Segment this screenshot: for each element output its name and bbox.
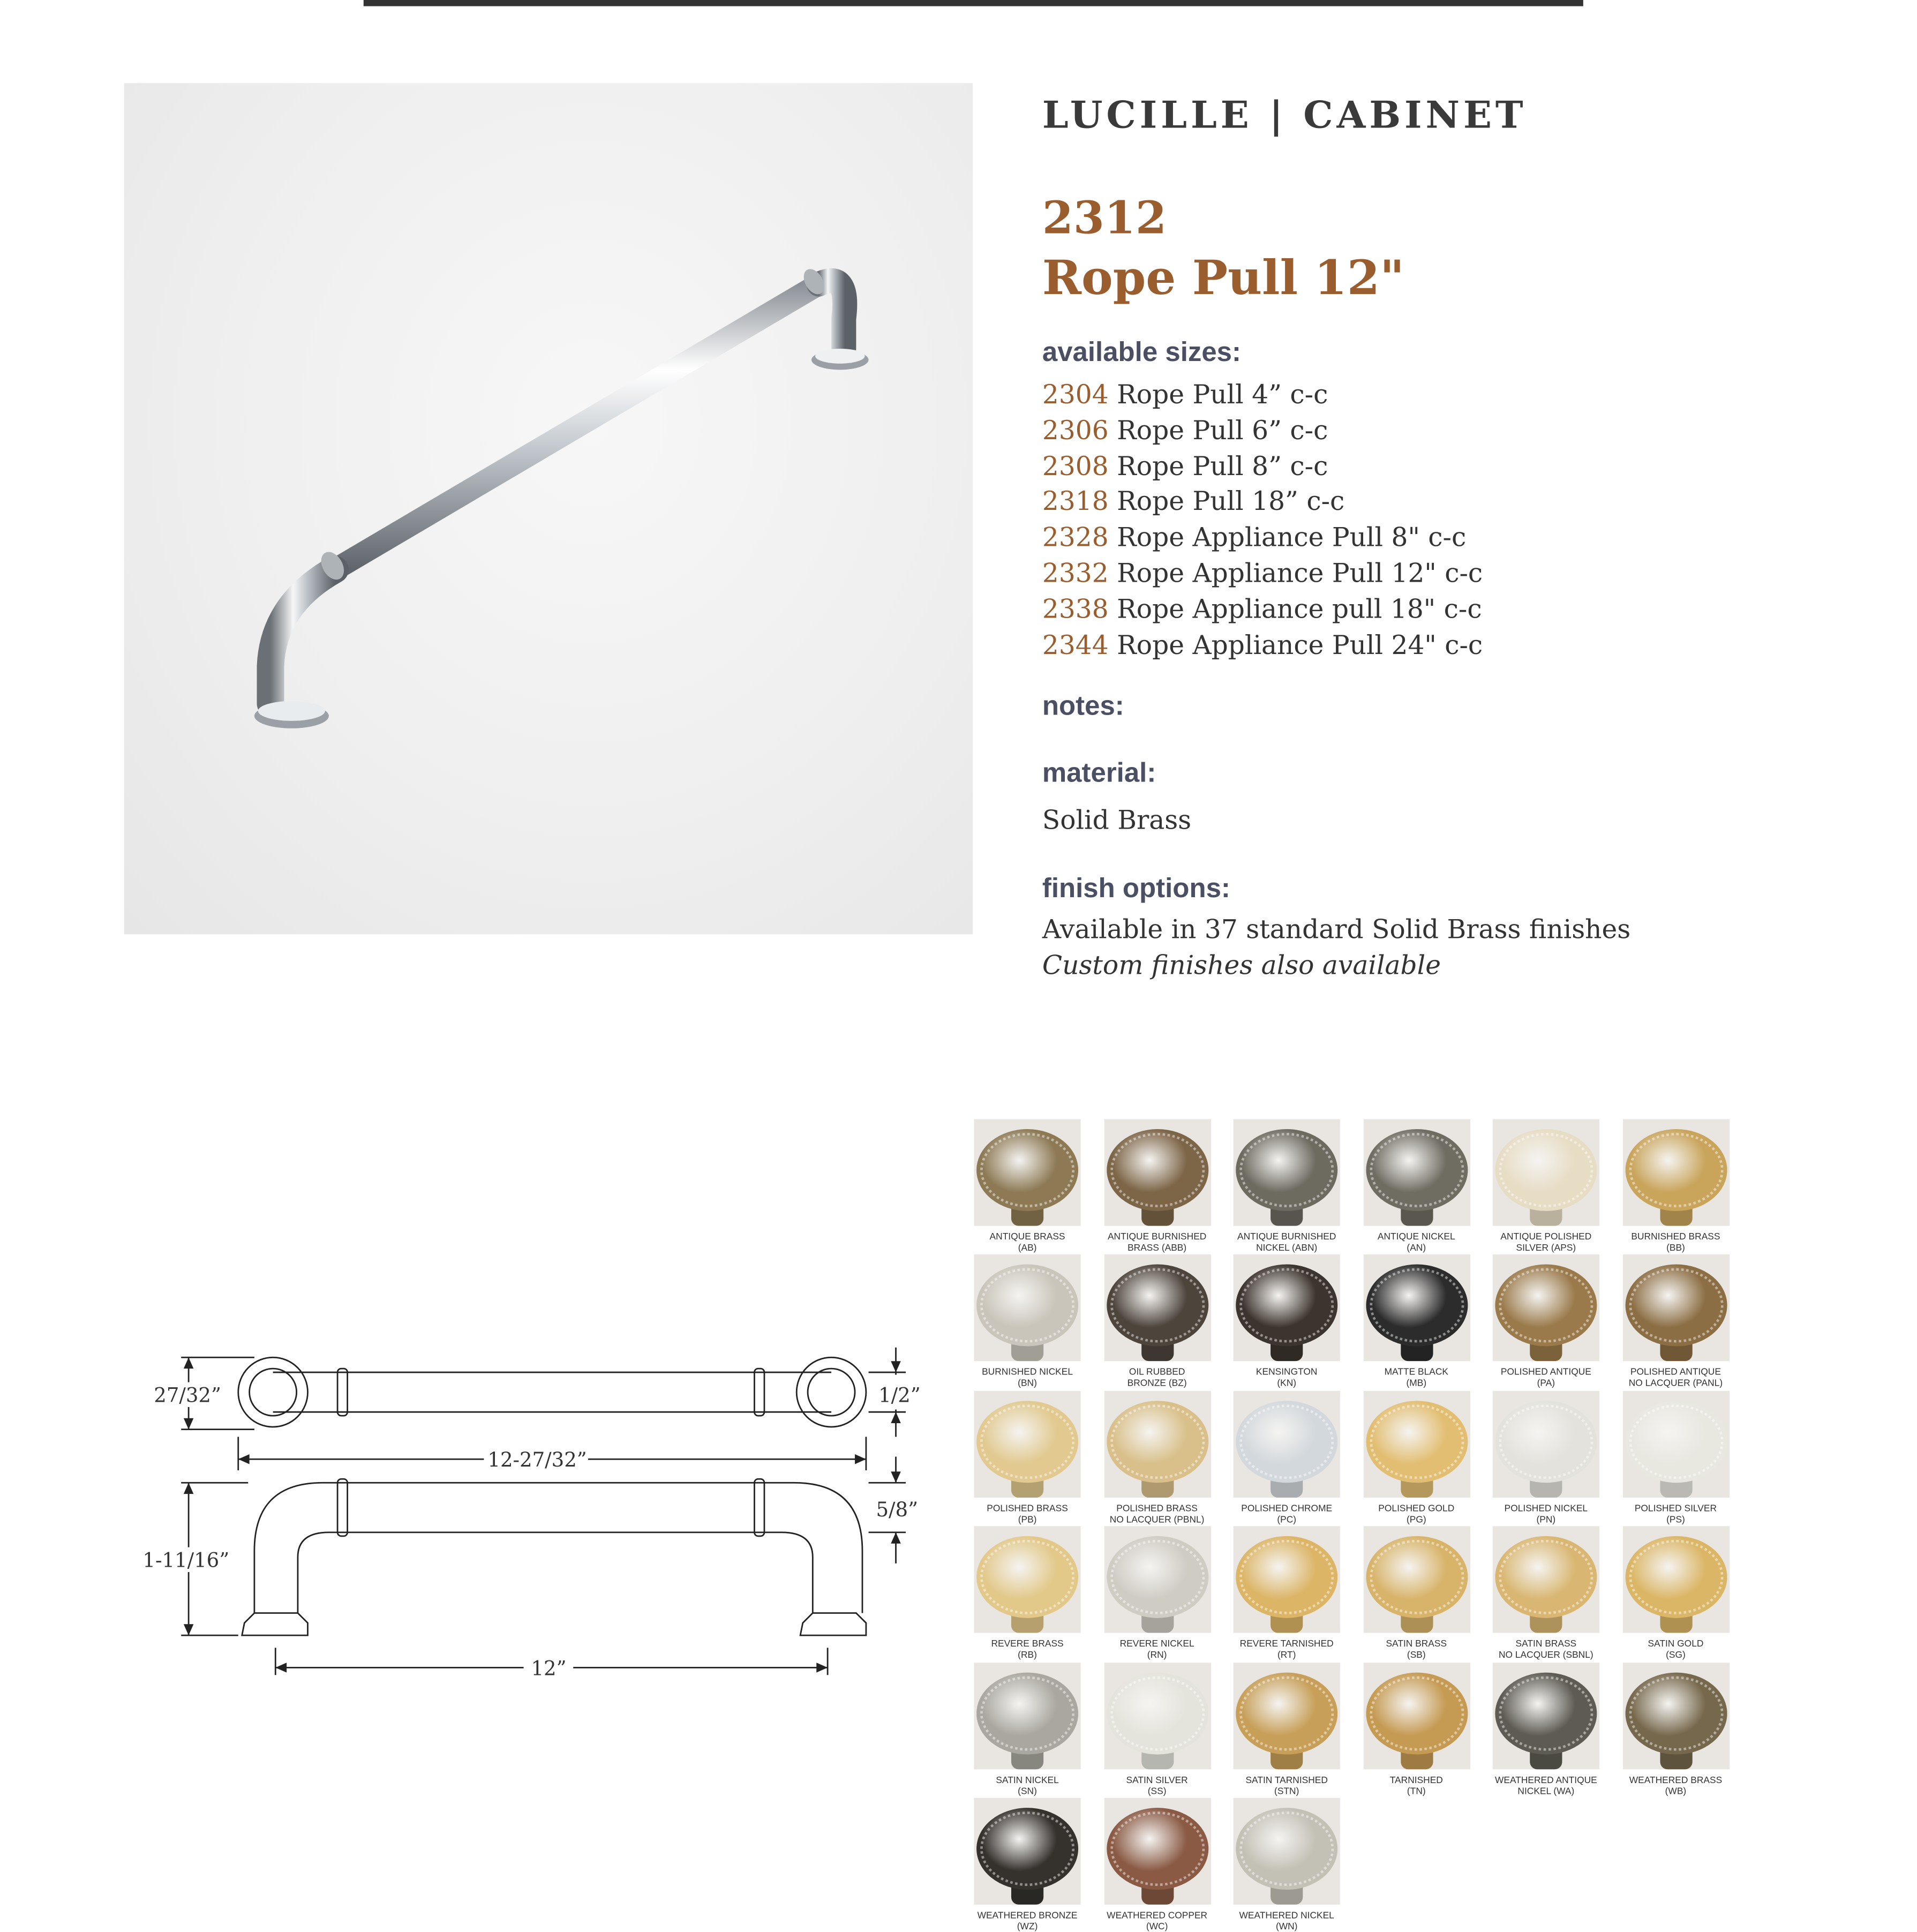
finish-label xyxy=(971,1231,1085,1253)
finish-name: REVERE NICKEL xyxy=(1119,1638,1194,1650)
finish-code: (PB) xyxy=(1018,1513,1037,1525)
finish-name: WEATHERED BRONZE xyxy=(977,1910,1078,1921)
finish-label xyxy=(1489,1638,1603,1660)
dimension-drawing xyxy=(124,1328,968,1705)
finish-knob-image xyxy=(1622,1662,1729,1769)
finish-name: BURNISHED BRASS xyxy=(1631,1230,1720,1242)
finish-code: (PA) xyxy=(1537,1378,1555,1389)
finish-code: NICKEL (ABN) xyxy=(1256,1242,1318,1253)
finish-label xyxy=(971,1502,1085,1525)
finish-knob-image xyxy=(1622,1390,1729,1497)
size-code: 2332 xyxy=(1042,558,1109,588)
finish-knob-image xyxy=(1104,1255,1211,1362)
finish-knob-image xyxy=(1622,1119,1729,1226)
size-item xyxy=(1042,413,1483,449)
finish-knob-image xyxy=(1363,1255,1470,1362)
finish-code: NO LACQUER (PBNL) xyxy=(1109,1513,1205,1525)
finish-name: REVERE BRASS xyxy=(991,1638,1064,1650)
finish-code: (KN) xyxy=(1277,1378,1297,1389)
size-name: Rope Pull 6” c-c xyxy=(1117,415,1328,446)
size-code: 2328 xyxy=(1042,522,1109,553)
finish-name: REVERE TARNISHED xyxy=(1239,1638,1334,1650)
finish-note: Custom finishes also available xyxy=(1042,950,1441,981)
finish-code: (WC) xyxy=(1146,1920,1168,1932)
finish-label xyxy=(1359,1231,1474,1253)
finish-knob-image xyxy=(1104,1662,1211,1769)
finish-knob-image xyxy=(1104,1390,1211,1497)
finish-code: (RT) xyxy=(1277,1649,1296,1660)
finish-code: (BN) xyxy=(1018,1378,1037,1389)
finish-knob-image xyxy=(1234,1390,1340,1497)
finish-code: (AN) xyxy=(1407,1242,1426,1253)
product-name: Rope Pull 12" xyxy=(1042,249,1405,305)
finish-name: SATIN BRASS xyxy=(1386,1638,1447,1650)
finish-label xyxy=(1489,1502,1603,1525)
finish-knob-image xyxy=(1622,1255,1729,1362)
finish-code: BRONZE (BZ) xyxy=(1127,1378,1187,1389)
finish-label xyxy=(1230,1638,1344,1660)
finish-label xyxy=(1230,1502,1344,1525)
finish-label xyxy=(1359,1502,1474,1525)
finish-label xyxy=(971,1366,1085,1389)
finish-name: POLISHED GOLD xyxy=(1378,1502,1455,1514)
finish-knob-image xyxy=(1493,1527,1599,1633)
sizes-list xyxy=(1042,377,1483,663)
finish-code: (WN) xyxy=(1275,1920,1298,1932)
brand-title: LUCILLE | CABINET xyxy=(1042,94,1527,138)
finish-code: (SS) xyxy=(1147,1785,1167,1796)
finish-knob-image xyxy=(1234,1662,1340,1769)
finish-label xyxy=(1230,1910,1344,1932)
finish-knob-image xyxy=(1622,1527,1729,1633)
finish-name: ANTIQUE BRASS xyxy=(989,1230,1065,1242)
material-value: Solid Brass xyxy=(1042,805,1192,836)
finish-text: Available in 37 standard Solid Brass finishes xyxy=(1042,914,1631,944)
size-code: 2308 xyxy=(1042,451,1109,481)
finish-knob-image xyxy=(1234,1119,1340,1226)
dim-height: 1-11/16” xyxy=(142,1548,230,1572)
dim-center: 12” xyxy=(531,1657,567,1680)
finish-name: SATIN GOLD xyxy=(1648,1638,1704,1650)
finish-knob-image xyxy=(1234,1798,1340,1905)
size-name: Rope Pull 8” c-c xyxy=(1117,451,1328,481)
finish-label xyxy=(1100,1774,1214,1796)
finish-label xyxy=(1100,1231,1214,1253)
size-code: 2338 xyxy=(1042,594,1109,624)
finish-label xyxy=(1100,1638,1214,1660)
finish-name: WEATHERED BRASS xyxy=(1629,1773,1723,1785)
finish-knob-image xyxy=(1363,1662,1470,1769)
size-item xyxy=(1042,591,1483,627)
size-name: Rope Appliance Pull 8" c-c xyxy=(1117,522,1467,553)
size-code: 2344 xyxy=(1042,629,1109,660)
finish-name: ANTIQUE BURNISHED xyxy=(1107,1230,1207,1242)
finish-code: NO LACQUER (PANL) xyxy=(1628,1378,1723,1389)
dim-overall: 12-27/32” xyxy=(487,1448,587,1472)
finish-label xyxy=(1619,1231,1733,1253)
dim-depth: 27/32” xyxy=(154,1384,221,1407)
size-name: Rope Appliance pull 18" c-c xyxy=(1117,594,1482,624)
finish-label xyxy=(1100,1366,1214,1389)
finish-code: (MB) xyxy=(1406,1378,1427,1389)
finish-knob-image xyxy=(1363,1527,1470,1633)
finish-label xyxy=(1489,1366,1603,1389)
size-item xyxy=(1042,520,1483,556)
finish-name: SATIN BRASS xyxy=(1515,1638,1577,1650)
product-photo xyxy=(124,83,973,934)
finish-code: (WB) xyxy=(1665,1785,1687,1796)
finish-label xyxy=(1100,1910,1214,1932)
finish-label: finish options: xyxy=(1042,872,1230,904)
finish-knob-image xyxy=(974,1662,1080,1769)
finish-knob-image xyxy=(1104,1798,1211,1905)
finish-label xyxy=(1230,1231,1344,1253)
size-name: Rope Appliance Pull 12" c-c xyxy=(1117,558,1483,588)
finish-label xyxy=(1489,1774,1603,1796)
finish-code: BRASS (ABB) xyxy=(1127,1242,1187,1253)
finish-code: SILVER (APS) xyxy=(1516,1242,1576,1253)
size-item xyxy=(1042,484,1483,520)
finish-name: POLISHED ANTIQUE xyxy=(1630,1366,1721,1378)
finish-name: POLISHED SILVER xyxy=(1634,1502,1717,1514)
finish-name: OIL RUBBED xyxy=(1129,1366,1185,1378)
finish-code: NO LACQUER (SBNL) xyxy=(1499,1649,1593,1660)
finish-code: (AB) xyxy=(1018,1242,1037,1253)
size-name: Rope Pull 4” c-c xyxy=(1117,379,1328,410)
size-code: 2306 xyxy=(1042,415,1109,446)
finish-name: TARNISHED xyxy=(1389,1773,1443,1785)
finish-knob-image xyxy=(1493,1662,1599,1769)
finish-name: SATIN TARNISHED xyxy=(1245,1773,1328,1785)
finish-name: KENSINGTON xyxy=(1256,1366,1318,1378)
size-item xyxy=(1042,449,1483,485)
finish-knob-image xyxy=(1234,1255,1340,1362)
finish-code: (RB) xyxy=(1018,1649,1037,1660)
finish-label xyxy=(971,1774,1085,1796)
finish-name: MATTE BLACK xyxy=(1384,1366,1448,1378)
finish-code: (TN) xyxy=(1407,1785,1426,1796)
finish-name: POLISHED NICKEL xyxy=(1504,1502,1588,1514)
finish-name: POLISHED ANTIQUE xyxy=(1500,1366,1591,1378)
product-number: 2312 xyxy=(1042,192,1167,245)
finish-code: (PN) xyxy=(1536,1513,1556,1525)
finish-label xyxy=(971,1638,1085,1660)
finish-knob-image xyxy=(974,1255,1080,1362)
finish-label xyxy=(1619,1774,1733,1796)
notes-label: notes: xyxy=(1042,689,1124,721)
finish-name: ANTIQUE POLISHED xyxy=(1500,1230,1592,1242)
size-item xyxy=(1042,377,1483,413)
finish-name: ANTIQUE NICKEL xyxy=(1377,1230,1455,1242)
finish-knob-image xyxy=(1234,1527,1340,1633)
sizes-label: available sizes: xyxy=(1042,336,1242,367)
finish-code: (BB) xyxy=(1666,1242,1685,1253)
finish-name: WEATHERED NICKEL xyxy=(1239,1910,1334,1921)
finish-code: (WZ) xyxy=(1017,1920,1038,1932)
finish-knob-image xyxy=(1104,1527,1211,1633)
finish-label xyxy=(1619,1366,1733,1389)
finish-name: BURNISHED NICKEL xyxy=(982,1366,1073,1378)
finish-label xyxy=(1230,1774,1344,1796)
finish-knob-image xyxy=(1363,1119,1470,1226)
finish-label xyxy=(971,1910,1085,1932)
finish-label xyxy=(1359,1638,1474,1660)
finish-name: POLISHED BRASS xyxy=(1116,1502,1198,1514)
size-item xyxy=(1042,556,1483,592)
finish-knob-image xyxy=(974,1798,1080,1905)
finish-knob-image xyxy=(1493,1255,1599,1362)
finish-name: POLISHED BRASS xyxy=(987,1502,1068,1514)
finish-label xyxy=(1359,1774,1474,1796)
finish-label xyxy=(1619,1502,1733,1525)
finish-label xyxy=(1230,1366,1344,1389)
size-item xyxy=(1042,627,1483,663)
finish-knob-image xyxy=(1493,1119,1599,1226)
finish-code: (RN) xyxy=(1147,1649,1167,1660)
dim-rose: 1/2” xyxy=(878,1384,921,1407)
finish-name: SATIN NICKEL xyxy=(996,1773,1059,1785)
finish-name: WEATHERED ANTIQUE xyxy=(1494,1773,1597,1785)
finish-knob-image xyxy=(1363,1390,1470,1497)
finish-code: (PC) xyxy=(1277,1513,1297,1525)
finish-knob-image xyxy=(1493,1390,1599,1497)
size-name: Rope Pull 18” c-c xyxy=(1117,486,1345,517)
finish-code: (SB) xyxy=(1407,1649,1426,1660)
finish-label xyxy=(1619,1638,1733,1660)
finish-name: SATIN SILVER xyxy=(1126,1773,1188,1785)
finish-code: (STN) xyxy=(1274,1785,1299,1796)
finish-label xyxy=(1100,1502,1214,1525)
finish-label xyxy=(1359,1366,1474,1389)
finish-code: (PS) xyxy=(1666,1513,1685,1525)
finish-code: NICKEL (WA) xyxy=(1517,1785,1575,1796)
size-name: Rope Appliance Pull 24" c-c xyxy=(1117,629,1483,660)
top-rule xyxy=(364,0,1583,6)
finish-knob-image xyxy=(974,1527,1080,1633)
finish-name: POLISHED CHROME xyxy=(1241,1502,1333,1514)
size-code: 2304 xyxy=(1042,379,1109,410)
material-label: material: xyxy=(1042,757,1156,788)
finish-code: (PG) xyxy=(1406,1513,1426,1525)
finish-knob-image xyxy=(974,1119,1080,1226)
dim-grip: 5/8” xyxy=(876,1498,919,1521)
finish-knob-image xyxy=(1104,1119,1211,1226)
finish-label xyxy=(1489,1231,1603,1253)
finish-code: (SN) xyxy=(1018,1785,1037,1796)
size-code: 2318 xyxy=(1042,486,1109,517)
finish-code: (SG) xyxy=(1666,1649,1686,1660)
finish-name: WEATHERED COPPER xyxy=(1107,1910,1208,1921)
finish-knob-image xyxy=(974,1390,1080,1497)
finish-name: ANTIQUE BURNISHED xyxy=(1237,1230,1336,1242)
